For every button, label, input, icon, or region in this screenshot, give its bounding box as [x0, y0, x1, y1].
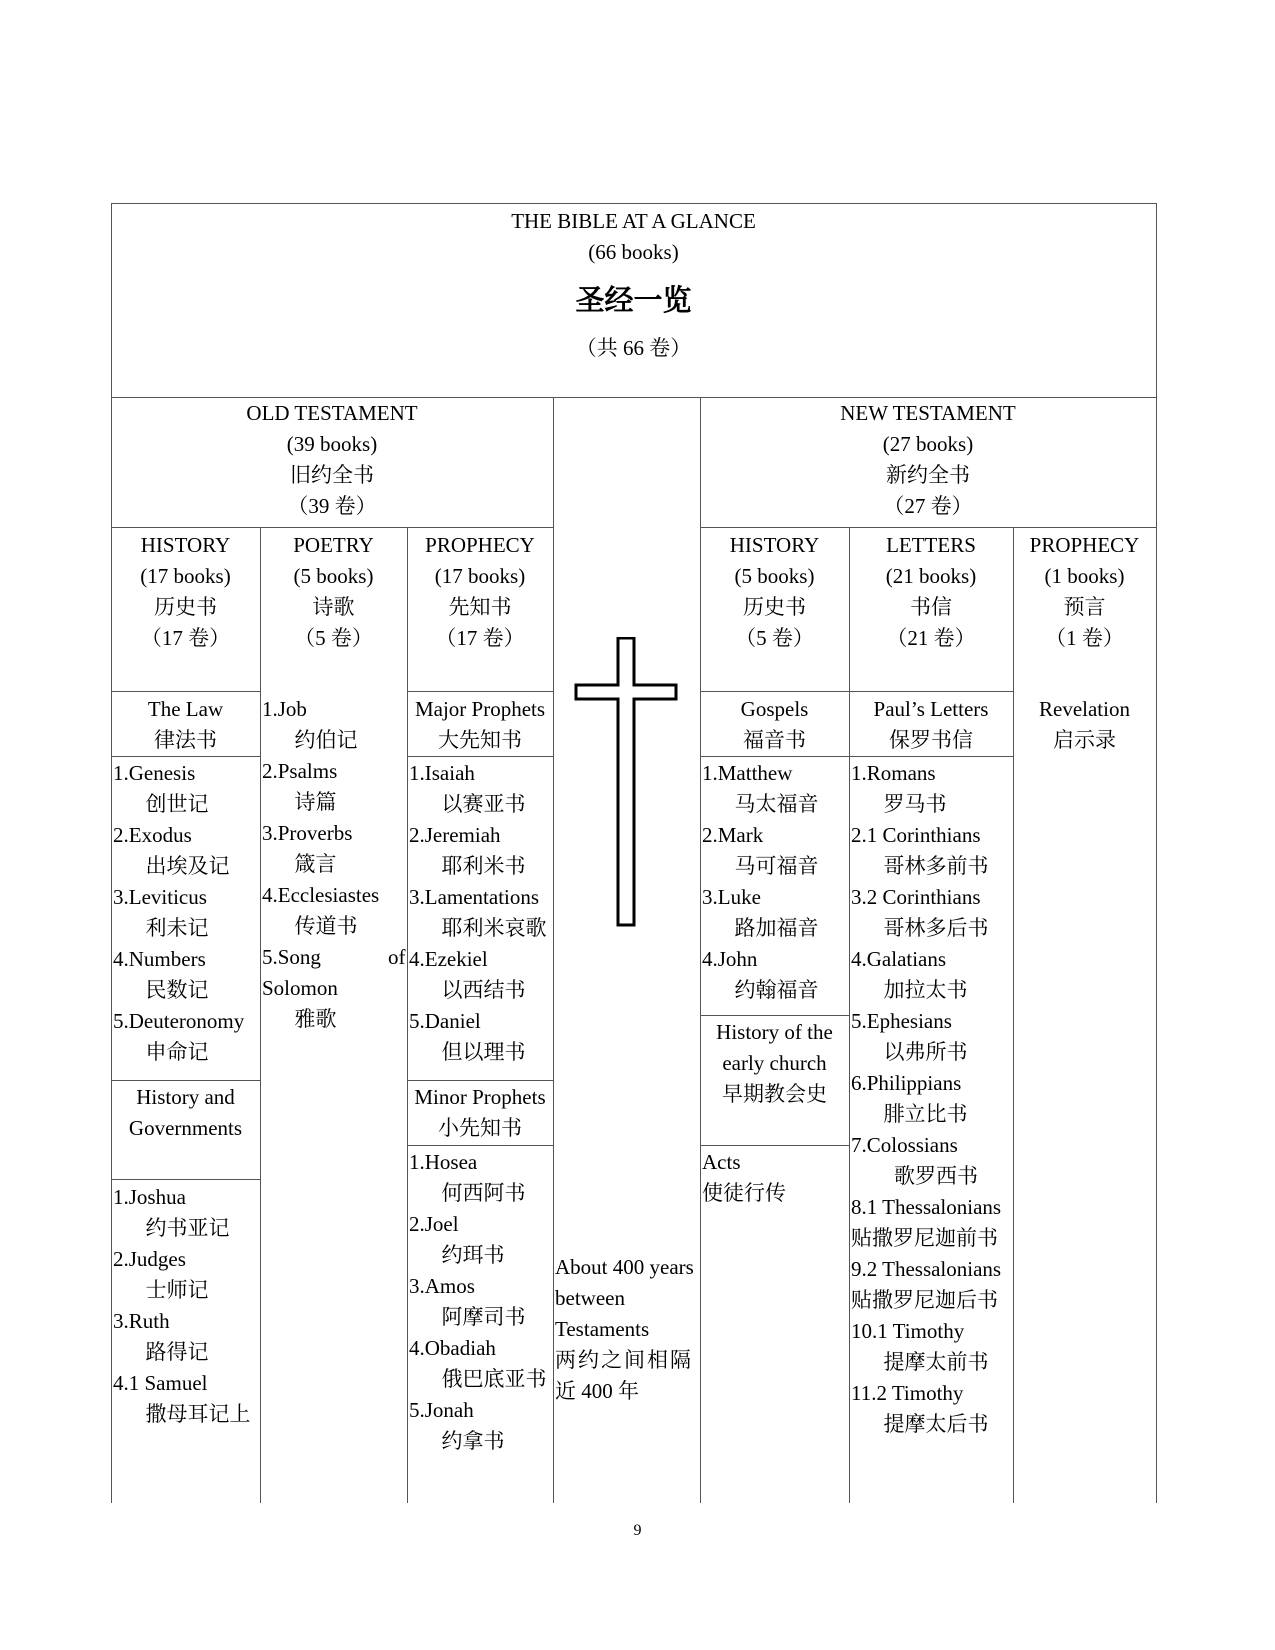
list-item: 耶利米哀歌	[431, 916, 547, 940]
ot-history-count: (17 books)	[140, 564, 231, 588]
pauls-letters-label: Paul’s Letters	[873, 697, 989, 721]
new-testament-header	[700, 397, 1156, 527]
list-item: 1.Hosea	[409, 1150, 478, 1174]
list-item: 5.Song	[262, 945, 321, 969]
between-line: 近 400 年	[555, 1379, 639, 1403]
list-item-of: of	[388, 945, 406, 969]
list-item: 罗马书	[873, 792, 947, 816]
nt-letters-count: (21 books)	[885, 564, 977, 588]
ot-history-column	[111, 527, 260, 1503]
list-item: 5.Daniel	[409, 1009, 481, 1033]
between-line: Testaments	[555, 1317, 650, 1341]
list-item: 耶利米书	[431, 854, 526, 878]
bible-title-chinese: 圣经一览	[575, 285, 692, 317]
list-item: 约翰福音	[724, 978, 819, 1002]
list-item: 1.Matthew	[702, 761, 793, 785]
history-governments-label: History and	[136, 1085, 235, 1109]
list-item: 路得记	[135, 1340, 209, 1364]
nt-history-title: HISTORY	[729, 533, 820, 557]
bible-title-block	[111, 203, 1156, 397]
list-item: 4.Obadiah	[409, 1336, 496, 1360]
between-line: between	[555, 1286, 625, 1310]
list-item: 士师记	[135, 1278, 209, 1302]
minor-prophets-label-chinese: 小先知书	[438, 1116, 522, 1140]
ot-prophecy-title: PROPHECY	[425, 533, 535, 557]
list-item: 何西阿书	[431, 1181, 526, 1205]
ot-poetry-count-chinese: （5 卷）	[294, 626, 373, 650]
bible-book-count: (66 books)	[588, 240, 679, 264]
early-church-label-2: early church	[722, 1051, 827, 1075]
nt-letters-title-chinese: 书信	[910, 595, 952, 619]
history-governments-label-2: Governments	[128, 1116, 243, 1140]
list-item: 2.Psalms	[262, 759, 338, 783]
list-item: 俄巴底亚书	[431, 1367, 547, 1391]
list-item: 3.Proverbs	[262, 821, 353, 845]
list-item: 2.Exodus	[113, 823, 192, 847]
early-church-label: History of the	[716, 1020, 833, 1044]
list-item: 马太福音	[724, 792, 819, 816]
nt-prophecy-count-chinese: （1 卷）	[1045, 626, 1124, 650]
list-item: 4.Ecclesiastes	[262, 883, 380, 907]
nt-prophecy-title-chinese: 预言	[1063, 595, 1106, 619]
list-item: 3.2 Corinthians	[851, 885, 981, 909]
the-law-label-chinese: 律法书	[154, 728, 217, 752]
ot-prophecy-column	[407, 527, 553, 1503]
list-item: 8.1 Thessalonians	[851, 1195, 1002, 1219]
list-item: 马可福音	[724, 854, 819, 878]
nt-prophecy-count: (1 books)	[1044, 564, 1125, 588]
list-item: 民数记	[135, 978, 209, 1002]
list-item: 4.John	[702, 947, 758, 971]
nt-title-chinese: 新约全书	[886, 463, 970, 487]
list-item: 4.Ezekiel	[409, 947, 488, 971]
list-item: 3.Lamentations	[409, 885, 540, 909]
nt-history-count: (5 books)	[734, 564, 815, 588]
list-item: 2.Mark	[702, 823, 764, 847]
list-item: 哥林多后书	[873, 916, 989, 940]
nt-title: NEW TESTAMENT	[840, 401, 1016, 425]
nt-count: (27 books)	[882, 432, 974, 456]
bible-title: THE BIBLE AT A GLANCE	[511, 209, 756, 233]
list-item: 诗篇	[284, 790, 337, 814]
list-item: 2.Judges	[113, 1247, 186, 1271]
list-item: 利未记	[135, 916, 209, 940]
list-item: 2.Jeremiah	[409, 823, 501, 847]
list-item: 但以理书	[431, 1040, 526, 1064]
list-item: 约拿书	[431, 1429, 505, 1453]
list-item: 6.Philippians	[851, 1071, 962, 1095]
list-item: 路加福音	[724, 916, 819, 940]
between-line: 两约之间相隔	[555, 1348, 693, 1372]
list-item: Solomon	[262, 976, 338, 1000]
list-item: 申命记	[135, 1040, 209, 1064]
minor-prophets-label: Minor Prophets	[414, 1085, 546, 1109]
ot-title-chinese: 旧约全书	[290, 463, 374, 487]
ot-history-title-chinese: 历史书	[154, 595, 217, 619]
ot-count-chinese: （39 卷）	[287, 494, 377, 518]
nt-history-title-chinese: 历史书	[743, 595, 806, 619]
list-item: 3.Ruth	[113, 1309, 170, 1333]
list-item: 雅歌	[284, 1007, 337, 1031]
ot-prophecy-title-chinese: 先知书	[448, 595, 512, 619]
list-item: 出埃及记	[135, 854, 230, 878]
table-right-border	[1156, 203, 1157, 1503]
gospels-label: Gospels	[740, 697, 809, 721]
nt-prophecy-column	[1013, 527, 1156, 1503]
list-item: 1.Romans	[851, 761, 936, 785]
list-item: 传道书	[284, 914, 358, 938]
list-item: 5.Jonah	[409, 1398, 474, 1422]
list-item: 5.Deuteronomy	[113, 1009, 245, 1033]
ot-poetry-title: POETRY	[293, 533, 374, 557]
list-item: 箴言	[284, 852, 337, 876]
list-item: 使徒行传	[702, 1181, 786, 1205]
nt-history-column	[700, 527, 849, 1503]
ot-poetry-title-chinese: 诗歌	[312, 595, 355, 619]
list-item: 提摩太前书	[873, 1350, 989, 1374]
list-item: 4.1 Samuel	[113, 1371, 208, 1395]
list-item: 约伯记	[284, 728, 358, 752]
list-item: Revelation	[1039, 697, 1130, 721]
list-item: 7.Colossians	[851, 1133, 958, 1157]
list-item: 5.Ephesians	[851, 1009, 952, 1033]
list-item: 约书亚记	[135, 1216, 230, 1240]
list-item: 提摩太后书	[873, 1412, 989, 1436]
list-item: 约珥书	[431, 1243, 505, 1267]
list-item: 1.Job	[262, 697, 307, 721]
ot-prophecy-count-chinese: （17 卷）	[435, 626, 525, 650]
nt-count-chinese: （27 卷）	[883, 494, 973, 518]
major-prophets-label-chinese: 大先知书	[438, 728, 522, 752]
list-item: 3.Amos	[409, 1274, 475, 1298]
list-item: 1.Genesis	[113, 761, 196, 785]
ot-count: (39 books)	[286, 432, 378, 456]
list-item: 创世记	[135, 792, 209, 816]
list-item: 9.2 Thessalonians	[851, 1257, 1002, 1281]
list-item: 3.Luke	[702, 885, 761, 909]
list-item: 歌罗西书	[873, 1164, 978, 1188]
list-item: 阿摩司书	[431, 1305, 526, 1329]
major-prophets-label: Major Prophets	[414, 697, 546, 721]
list-item: 以弗所书	[873, 1040, 968, 1064]
list-item: 1.Isaiah	[409, 761, 475, 785]
ot-title: OLD TESTAMENT	[246, 401, 418, 425]
page-number: 9	[633, 1522, 642, 1539]
list-item: 3.Leviticus	[113, 885, 207, 909]
list-item: 2.Joel	[409, 1212, 459, 1236]
gospels-label-chinese: 福音书	[743, 728, 806, 752]
old-testament-header	[111, 397, 553, 527]
between-line: About 400 years	[555, 1255, 694, 1279]
list-item: 4.Numbers	[113, 947, 206, 971]
ot-history-count-chinese: （17 卷）	[140, 626, 231, 650]
ot-prophecy-count: (17 books)	[434, 564, 526, 588]
cross-icon	[574, 637, 678, 927]
bible-book-count-chinese: （共 66 卷）	[575, 336, 692, 360]
list-item: 启示录	[1053, 728, 1116, 752]
nt-prophecy-title: PROPHECY	[1029, 533, 1140, 557]
list-item: 2.1 Corinthians	[851, 823, 981, 847]
pauls-letters-label-chinese: 保罗书信	[889, 728, 973, 752]
ot-poetry-count: (5 books)	[293, 564, 374, 588]
list-item: 贴撒罗尼迦后书	[851, 1288, 998, 1312]
list-item: 以赛亚书	[431, 792, 526, 816]
list-item: 以西结书	[431, 978, 526, 1002]
list-item: 贴撒罗尼迦前书	[851, 1226, 998, 1250]
list-item: 10.1 Timothy	[851, 1319, 965, 1343]
list-item: 哥林多前书	[873, 854, 989, 878]
early-church-label-chinese: 早期教会史	[722, 1082, 827, 1106]
the-law-label: The Law	[147, 697, 224, 721]
nt-letters-column	[849, 527, 1013, 1503]
ot-history-title: HISTORY	[140, 533, 231, 557]
nt-letters-title: LETTERS	[886, 533, 976, 557]
nt-history-count-chinese: （5 卷）	[735, 626, 814, 650]
list-item: 1.Joshua	[113, 1185, 186, 1209]
ot-poetry-column	[260, 527, 407, 1503]
list-item: Acts	[702, 1150, 741, 1174]
list-item: 加拉太书	[873, 978, 968, 1002]
list-item: 4.Galatians	[851, 947, 947, 971]
list-item: 撒母耳记上	[135, 1402, 251, 1426]
list-item: 腓立比书	[873, 1102, 968, 1126]
list-item: 11.2 Timothy	[851, 1381, 964, 1405]
between-testaments-column	[553, 397, 700, 1503]
nt-letters-count-chinese: （21 卷）	[886, 626, 976, 650]
